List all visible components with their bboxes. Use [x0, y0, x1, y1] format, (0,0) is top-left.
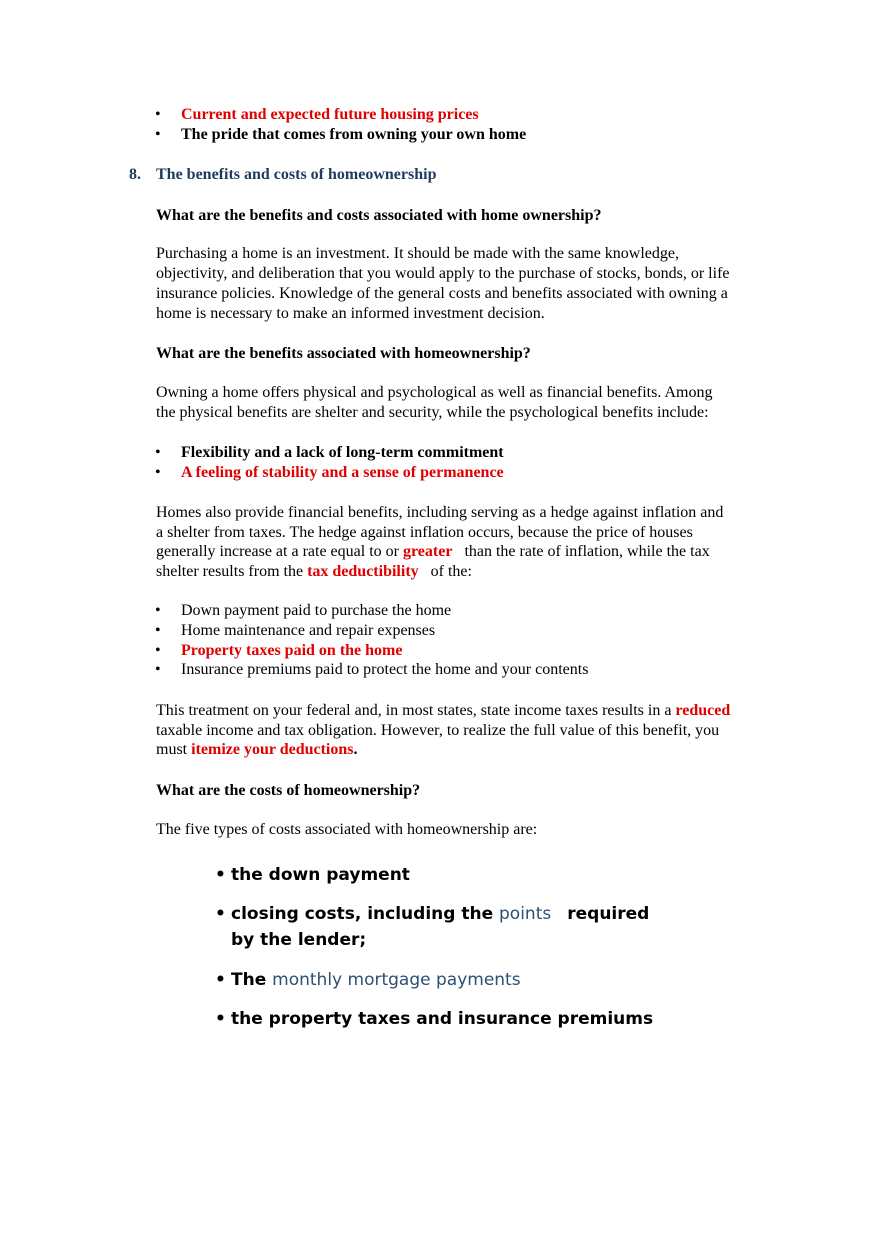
section-title: The benefits and costs of homeownership — [156, 166, 437, 183]
bullet-icon: • — [155, 444, 161, 461]
text-run: shelter results from the — [156, 563, 308, 580]
paragraph-line: taxable income and tax obligation. However, to realize the full value of this benefit, you — [156, 722, 720, 739]
highlight-greater: greater — [402, 543, 453, 560]
list-item: A feeling of stability and a sense of permanence — [181, 464, 504, 481]
list-item: Insurance premiums paid to protect the home and your contents — [181, 661, 589, 678]
highlight-reduced: reduced — [675, 702, 731, 719]
cost-item-continuation: by the lender; — [231, 930, 367, 950]
cost-item: the down payment — [231, 865, 410, 885]
paragraph-line: the physical benefits are shelter and security, while the psychological benefits include: — [156, 404, 709, 421]
paragraph-line — [156, 542, 710, 562]
text-run: must — [156, 741, 192, 758]
bullet-icon: • — [215, 904, 226, 924]
bullet-icon: • — [155, 602, 161, 619]
bullet-icon: • — [215, 1009, 226, 1029]
paragraph-line: insurance policies. Knowledge of the general costs and benefits associated with owning a — [156, 285, 728, 302]
list-item: Current and expected future housing prices — [181, 106, 479, 123]
cost-item — [231, 969, 521, 991]
paragraph-line: home is necessary to make an informed investment decision. — [156, 305, 545, 322]
paragraph-line: objectivity, and deliberation that you would apply to the purchase of stocks, bonds, or life — [156, 265, 730, 282]
bullet-icon: • — [215, 865, 226, 885]
paragraph-line — [156, 740, 357, 760]
text-run: generally increase at a rate equal to or — [156, 543, 403, 560]
cost-item: the property taxes and insurance premiums — [231, 1009, 654, 1029]
text-run: required — [567, 904, 650, 924]
text-run: than the rate of inflation, while the tax — [464, 543, 710, 560]
paragraph-line: Homes also provide financial benefits, including serving as a hedge against inflation and — [156, 504, 724, 521]
text-run: of the: — [430, 563, 472, 580]
highlight-monthly-mortgage: monthly mortgage payments — [272, 970, 521, 990]
list-item: Flexibility and a lack of long-term commitment — [181, 444, 504, 461]
paragraph-line: Purchasing a home is an investment. It should be made with the same knowledge, — [156, 245, 679, 262]
cost-item — [231, 903, 649, 925]
list-item: Down payment paid to purchase the home — [181, 602, 452, 619]
list-item: Home maintenance and repair expenses — [181, 622, 436, 639]
question-heading: What are the benefits and costs associated with home ownership? — [156, 207, 602, 224]
bullet-icon: • — [215, 970, 226, 990]
paragraph-line: The five types of costs associated with homeownership are: — [156, 821, 538, 838]
highlight-tax-deductibility: tax deductibility — [307, 563, 419, 580]
bullet-icon: • — [155, 126, 161, 143]
bullet-icon: • — [155, 661, 161, 678]
paragraph-line — [156, 701, 730, 721]
paragraph-line: Owning a home offers physical and psychological as well as financial benefits. Among — [156, 384, 713, 401]
paragraph-line — [156, 562, 472, 582]
question-heading: What are the costs of homeownership? — [156, 782, 421, 799]
section-number: 8. — [129, 166, 141, 183]
text-run: The — [231, 970, 273, 990]
text-run: This treatment on your federal and, in most states, state income taxes results in a — [156, 702, 676, 719]
bullet-icon: • — [155, 106, 161, 123]
highlight-itemize: itemize your deductions — [191, 741, 354, 758]
bullet-icon: • — [155, 642, 161, 659]
list-item: The pride that comes from owning your own home — [181, 126, 527, 143]
paragraph-line: a shelter from taxes. The hedge against inflation occurs, because the price of houses — [156, 524, 693, 541]
list-item: Property taxes paid on the home — [181, 642, 403, 659]
text-run: . — [353, 741, 358, 758]
bullet-icon: • — [155, 622, 161, 639]
text-run: closing costs, including the — [231, 904, 500, 924]
question-heading: What are the benefits associated with homeownership? — [156, 345, 531, 362]
highlight-points: points — [499, 904, 552, 924]
bullet-icon: • — [155, 464, 161, 481]
